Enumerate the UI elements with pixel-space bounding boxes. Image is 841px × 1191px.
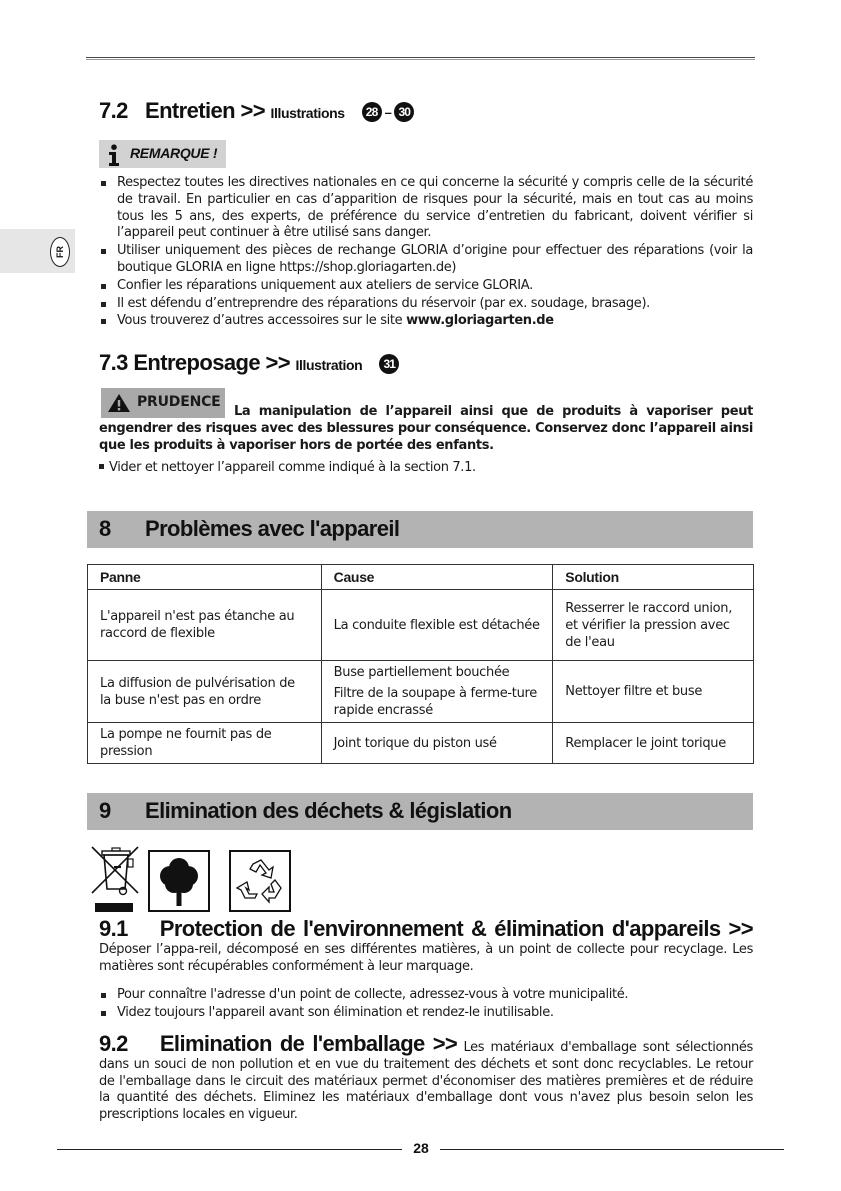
cell-panne: La diffusion de pulvérisation de la buse n'est pas en ordre [88, 661, 322, 723]
section-heading [99, 798, 512, 824]
section-7-2-heading [99, 98, 414, 124]
subsection-number: 9.2 [99, 1031, 128, 1056]
column-header-cause: Cause [321, 565, 553, 590]
cell-cause [321, 661, 553, 723]
cause-text: Buse partiellement bouchée [333, 665, 510, 680]
bullet-marker [99, 464, 104, 469]
recycle-icon [231, 852, 289, 910]
section-9-2 [99, 1031, 753, 1124]
cause-text: Joint torique du piston usé [333, 735, 497, 751]
arrows: >> [728, 916, 753, 941]
section-9-header [87, 793, 753, 830]
recycle-icon-frame [229, 850, 291, 912]
dash: – [384, 104, 392, 120]
maintenance-bullets [99, 175, 753, 331]
arrows: >> [432, 1031, 458, 1056]
cell-panne: La pompe ne fournit pas de pression [88, 723, 322, 764]
list-item: Pour connaître l'adresse d'un point de collecte, adressez-vous à votre municipalité. [99, 987, 753, 1004]
table-row [88, 723, 754, 764]
section-9-1-bullets [99, 987, 753, 1023]
cell-solution: Resserrer le raccord union, et vérifier la pression avec de l'eau [553, 590, 754, 661]
illustration-ref-start: 28 [362, 102, 382, 122]
list-item: Vider et nettoyer l’appareil comme indiqué à la section 7.1. [109, 460, 476, 475]
section-number: 7.2 [99, 98, 128, 123]
cell-cause [321, 723, 553, 764]
caution-label: PRUDENCE [137, 394, 221, 410]
troubleshooting-table [87, 564, 754, 764]
language-code: FR [55, 246, 65, 258]
cell-solution: Remplacer le joint torique [553, 723, 754, 764]
cell-cause [321, 590, 553, 661]
crossed-bin-icon [90, 845, 140, 915]
section-title: Entreposage [133, 350, 260, 375]
section-number: 9 [99, 798, 111, 823]
arrows: >> [240, 98, 265, 123]
page-number: 28 [413, 1140, 429, 1156]
subsection-title: Protection de l'environnement & élimination d'appareils [159, 916, 721, 941]
footer-rule-right [440, 1149, 784, 1150]
section-title: Elimination des déchets & législation [145, 798, 512, 823]
cause-text: Filtre de la soupape à ferme-ture rapide encrassé [333, 686, 537, 718]
list-item: Respectez toutes les directives nationales en ce qui concerne la sécurité y compris celle de la sécurité de travail. En particulier en cas d’apparition de risques pour la sécurité, mais en tout cas au moins tous les 5 ans, des experts, de préférence du service d’entretien du fabricant, doivent vérifier si l’appareil peut continuer à être utilisé sans danger. [99, 175, 753, 242]
column-header-panne: Panne [88, 565, 322, 590]
table-row [88, 590, 754, 661]
cell-panne: L'appareil n'est pas étanche au raccord de flexible [88, 590, 322, 661]
cell-solution: Nettoyer filtre et buse [553, 661, 754, 723]
list-item-text: Vous trouverez d’autres accessoires sur le site [117, 313, 407, 329]
column-header-solution: Solution [553, 565, 754, 590]
subsection-title: Elimination de l'emballage [159, 1031, 425, 1056]
section-9-1 [99, 916, 753, 975]
header-rule [86, 57, 755, 60]
illustration-ref-end: 30 [394, 102, 414, 122]
tree-icon [150, 852, 208, 910]
subsection-heading [99, 916, 753, 941]
cause-text: La conduite flexible est détachée [333, 617, 540, 633]
section-number: 8 [99, 516, 111, 541]
language-tab [0, 229, 75, 273]
list-item: Utiliser uniquement des pièces de rechange GLORIA d’origine pour effectuer des réparations (voir la boutique GLORIA en ligne https://shop.gloriagarten.de) [99, 243, 753, 277]
section-7-3-heading [99, 350, 399, 376]
subsection-number: 9.1 [99, 916, 128, 941]
list-item: Il est défendu d’entreprendre des réparations du réservoir (par ex. soudage, brasage). [99, 296, 753, 313]
website-link[interactable]: www.gloriagarten.de [406, 313, 554, 329]
section-title: Entretien [145, 98, 235, 123]
section-heading [99, 516, 399, 542]
table-header-row [88, 565, 754, 590]
section-title: Problèmes avec l'appareil [145, 516, 400, 541]
list-item: Videz toujours l'appareil avant son élimination et rendez-le inutilisable. [99, 1005, 753, 1022]
paragraph: Déposer l’appa-reil, décomposé en ses différentes matières, à un point de collecte pour recyclage. Les matières sont récupérables conformément à leur marquage. [99, 941, 753, 974]
subsection-heading [99, 1031, 457, 1056]
arrows: >> [265, 350, 290, 375]
illustrations-label: Illustrations [270, 105, 345, 121]
tree-icon-frame [148, 850, 210, 912]
list-item: Confier les réparations uniquement aux ateliers de service GLORIA. [99, 278, 753, 295]
list-item [99, 313, 753, 330]
illustration-label: Illustration [295, 357, 363, 373]
footer-rule-left [57, 1149, 402, 1150]
info-icon [107, 144, 121, 166]
illustration-ref: 31 [379, 354, 399, 374]
note-callout [99, 140, 226, 168]
table-row [88, 661, 754, 723]
section-8-header [87, 511, 753, 548]
caution-text: La manipulation de l’appareil ainsi que de produits à vaporiser peut engendrer des risques avec des blessures pour conséquence. Conservez donc l’appareil ainsi que les produits à vaporiser hors de portée des enfants. [99, 404, 753, 453]
paragraph: Les matériaux d'emballage sont sélectionnés dans un souci de non pollution et en vue du traitement des déchets et sont donc recyclables. Le retour de l'emballage dans le circuit des matériaux permet d'économiser des matières premières et de réduire la quantité des déchets. Eliminez les matériaux d'emballage dont vous n'avez plus besoin selon les prescriptions locales en vigueur. [99, 1040, 753, 1123]
language-badge [50, 237, 70, 267]
note-label: REMARQUE ! [130, 145, 218, 161]
section-number: 7.3 [99, 350, 128, 375]
storage-bullet [99, 460, 753, 477]
